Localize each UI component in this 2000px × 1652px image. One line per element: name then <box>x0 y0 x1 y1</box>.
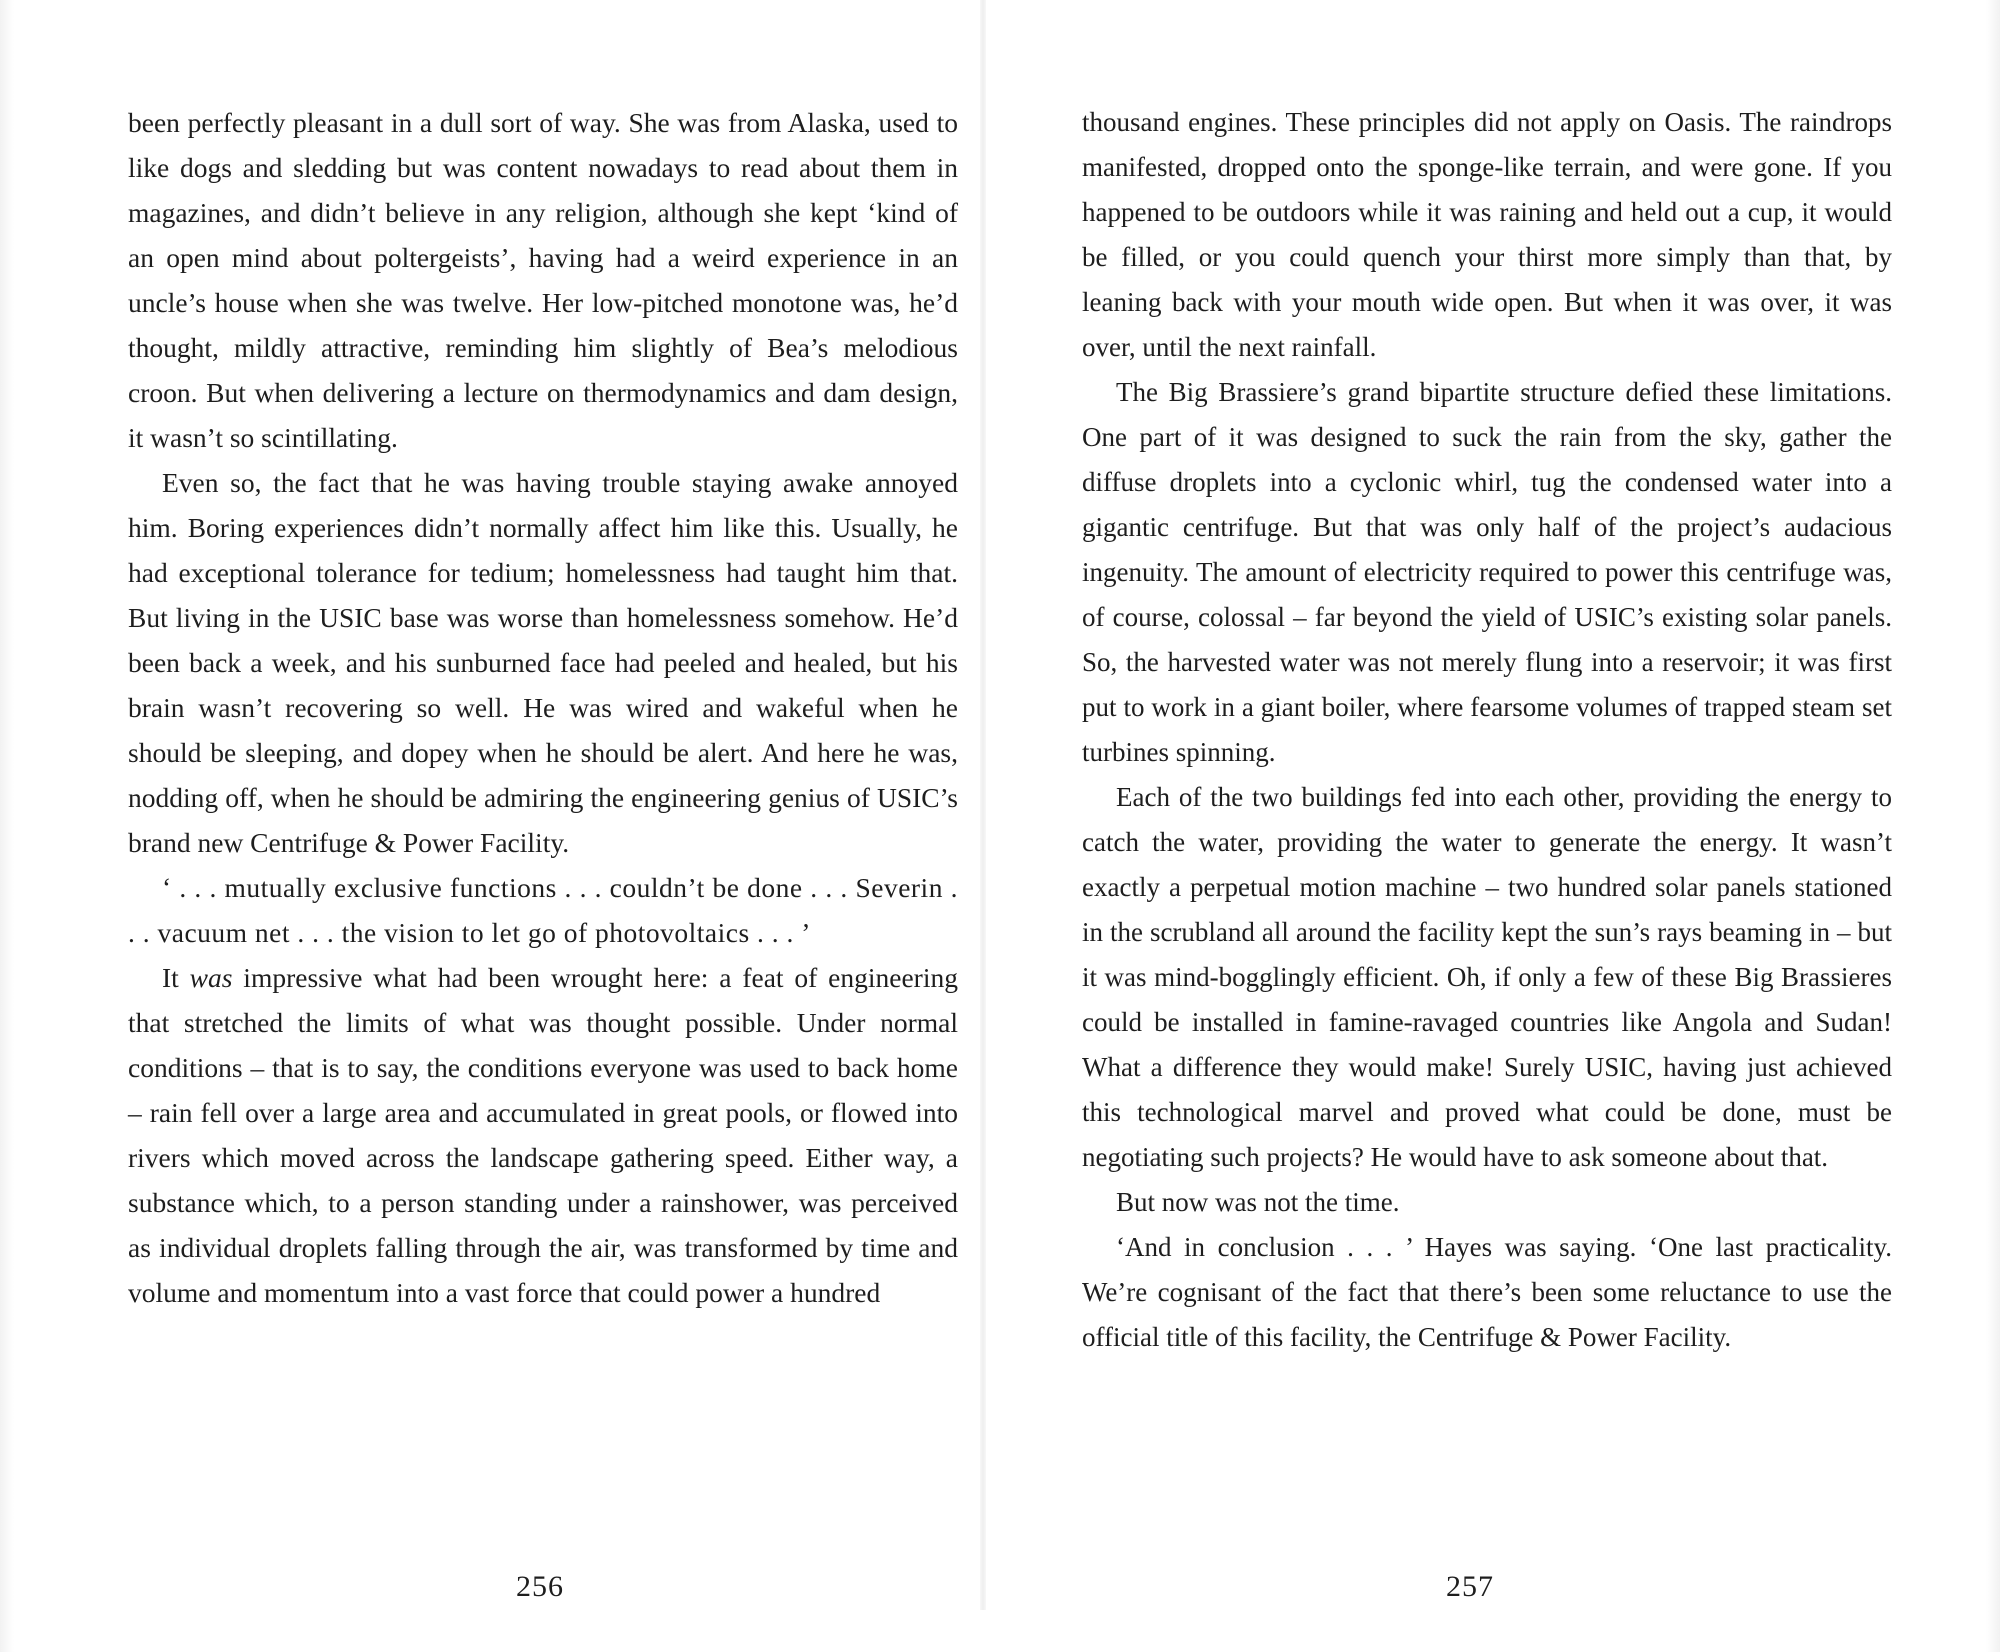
right-edge-shadow <box>1986 0 2000 1652</box>
emphasis-was: was <box>189 962 233 993</box>
left-paragraph-4-rest: impressive what had been wrought here: a feat of engineering that stretched the limits of what was thought possible. Under normal conditions – that is to say, the conditions everyone was used to back home – rain fell over a large area and accumulated in great pools, or flowed into rivers which moved across the landscape gathering speed. Either way, a substance which, to a person standing under a rainshower, was perceived as individual droplets falling through the air, was transformed by time and volume and momentum into a vast force that could power a hundred <box>128 962 958 1308</box>
right-page <box>1082 100 1892 1600</box>
right-paragraph-5: ‘And in conclusion . . . ’ Hayes was saying. ‘One last practicality. We’re cognisant of the fact that there’s been some reluctance to use the official title of this facility, the Centrifuge & Power Facility. <box>1082 1232 1892 1352</box>
page-number-right: 257 <box>1446 1570 1494 1603</box>
right-paragraph-4: But now was not the time. <box>1116 1187 1400 1217</box>
left-paragraph-3: ‘ . . . mutually exclusive functions . . . couldn’t be done . . . Severin . . . vacuum net . . . the vision to let go of photovoltaics . . . ’ <box>128 872 958 948</box>
left-paragraph-4 <box>128 955 958 1315</box>
left-page <box>128 100 958 1600</box>
page-number-left: 256 <box>516 1570 564 1603</box>
gutter <box>980 0 986 1610</box>
left-paragraph-1: been perfectly pleasant in a dull sort of way. She was from Alaska, used to like dogs and sledding but was content nowadays to read about them in magazines, and didn’t believe in any religion, although she kept ‘kind of an open mind about poltergeists’, having had a weird experience in an uncle’s house when she was twelve. Her low-pitched monotone was, he’d thought, mildly attractive, reminding him slightly of Bea’s melodious croon. But when delivering a lecture on thermodynamics and dam design, it wasn’t so scintillating. <box>128 107 958 453</box>
left-paragraph-2: Even so, the fact that he was having trouble staying awake annoyed him. Boring experiences didn’t normally affect him like this. Usually, he had exceptional tolerance for tedium; homelessness had taught him that. But living in the USIC base was worse than homelessness somehow. He’d been back a week, and his sunburned face had peeled and healed, but his brain wasn’t recovering so well. He was wired and wakeful when he should be sleeping, and dopey when he should be alert. And here he was, nodding off, when he should be admiring the engineering genius of USIC’s brand new Centrifuge & Power Facility. <box>128 467 958 858</box>
right-paragraph-3: Each of the two buildings fed into each other, providing the energy to catch the water, providing the water to generate the energy. It wasn’t exactly a perpetual motion machine – two hundred solar panels stationed in the scrubland all around the facility kept the sun’s rays beaming in – but it was mind-bogglingly efficient. Oh, if only a few of these Big Brassieres could be installed in famine-ravaged countries like Angola and Sudan! What a difference they would make! Surely USIC, having just achieved this technological marvel and proved what could be done, must be negotiating such projects? He would have to ask someone about that. <box>1082 782 1892 1172</box>
right-paragraph-1: thousand engines. These principles did not apply on Oasis. The raindrops manifested, dropped onto the sponge-like terrain, and were gone. If you happened to be outdoors while it was raining and held out a cup, it would be filled, or you could quench your thirst more simply than that, by leaning back with your mouth wide open. But when it was over, it was over, until the next rainfall. <box>1082 107 1892 362</box>
right-paragraph-2: The Big Brassiere’s grand bipartite structure defied these limitations. One part of it was designed to suck the rain from the sky, gather the diffuse droplets into a cyclonic whirl, tug the condensed water into a gigantic centrifuge. But that was only half of the project’s audacious ingenuity. The amount of electricity required to power this centrifuge was, of course, colossal – far beyond the yield of USIC’s existing solar panels. So, the harvested water was not merely flung into a reservoir; it was first put to work in a giant boiler, where fearsome volumes of trapped steam set turbines spinning. <box>1082 377 1892 767</box>
left-paragraph-4-start: It <box>162 962 190 993</box>
left-edge-shadow <box>0 0 14 1652</box>
